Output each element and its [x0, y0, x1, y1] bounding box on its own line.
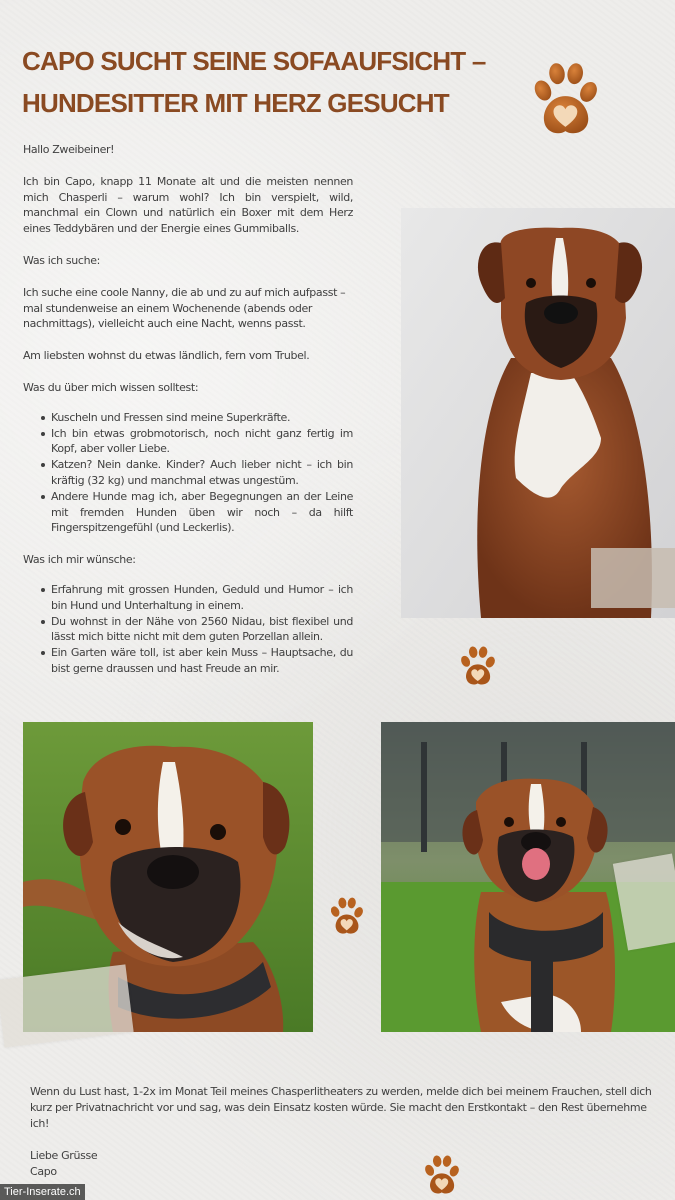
about-me-heading: Was du über mich wissen solltest:: [23, 380, 199, 394]
wishes-heading: Was ich mir wünsche:: [23, 553, 136, 567]
closing-paragraph: Wenn du Lust hast, 1-2x im Monat Teil meines Chasperlitheaters zu werden, melde dich bei meinem Frauchen, stell dich kurz per Privatnachricht vor und sag, was dein Einsatz kosten würde. Sie macht den Erstkontakt – den Rest übernehme ich!: [30, 1085, 652, 1130]
list-item: Katzen? Nein danke. Kinder? Auch lieber nicht – ich bin kräftig (32 kg) und manchmal etwas ungestüm.: [41, 457, 353, 489]
site-watermark: Tier-Inserate.ch: [0, 1184, 85, 1200]
list-item: Kuscheln und Fressen sind meine Superkräfte.: [41, 410, 353, 426]
tape-decoration: [0, 964, 134, 1047]
search-paragraph: Ich suche eine coole Nanny, die ab und zu auf mich aufpasst – mal stundenweise an einem Wochenende (abends oder nachmittags), vielleicht auch eine Nacht, wenns passt.: [23, 285, 346, 331]
about-me-list: [23, 410, 353, 536]
wishes-list: [23, 582, 353, 677]
paw-heart-icon: [458, 646, 496, 688]
list-item: Erfahrung mit grossen Hunden, Geduld und Humor – ich bin Hund und Unterhaltung in einem.: [41, 582, 353, 614]
about-paragraph: Ich bin Capo, knapp 11 Monate alt und die meisten nennen mich Chasperli – warum wohl? Ich bin verspielt, wild, manchmal ein Clown und natürlich ein Boxer mit dem Herz eines Teddybären und der Energie eines Gummiballs.: [23, 174, 353, 236]
search-heading: Was ich suche:: [23, 253, 101, 267]
list-item: Andere Hunde mag ich, aber Begegnungen an der Leine mit fremden Hunden üben wir noch – da hilft Fingerspitzengefühl (und Leckerlis).: [41, 489, 353, 536]
signature-name: Capo: [30, 1165, 57, 1178]
paw-heart-icon: [529, 62, 599, 140]
dog-photo-sitting: [401, 208, 675, 618]
page-title: [22, 40, 542, 124]
signature: [30, 1148, 655, 1180]
location-paragraph: Am liebsten wohnst du etwas ländlich, fern vom Trubel.: [23, 349, 310, 363]
paw-heart-icon: [328, 897, 364, 937]
list-item: Ein Garten wäre toll, ist aber kein Muss – Hauptsache, du bist gerne draussen und hast Freude an mir.: [41, 645, 353, 677]
greeting: Hallo Zweibeiner!: [23, 143, 115, 156]
title-line-1: CAPO SUCHT SEINE SOFAAUFSICHT –: [22, 46, 486, 76]
main-text: [23, 142, 353, 693]
list-item: Du wohnst in der Nähe von 2560 Nidau, bist flexibel und lässt mich bitte nicht mit dem guten Porzellan allein.: [41, 614, 353, 646]
title-line-2: HUNDESITTER MIT HERZ GESUCHT: [22, 88, 449, 118]
list-item: Ich bin etwas grobmotorisch, noch nicht ganz fertig im Kopf, aber voller Liebe.: [41, 426, 353, 458]
closing-section: [30, 1084, 655, 1180]
regards: Liebe Grüsse: [30, 1149, 98, 1162]
